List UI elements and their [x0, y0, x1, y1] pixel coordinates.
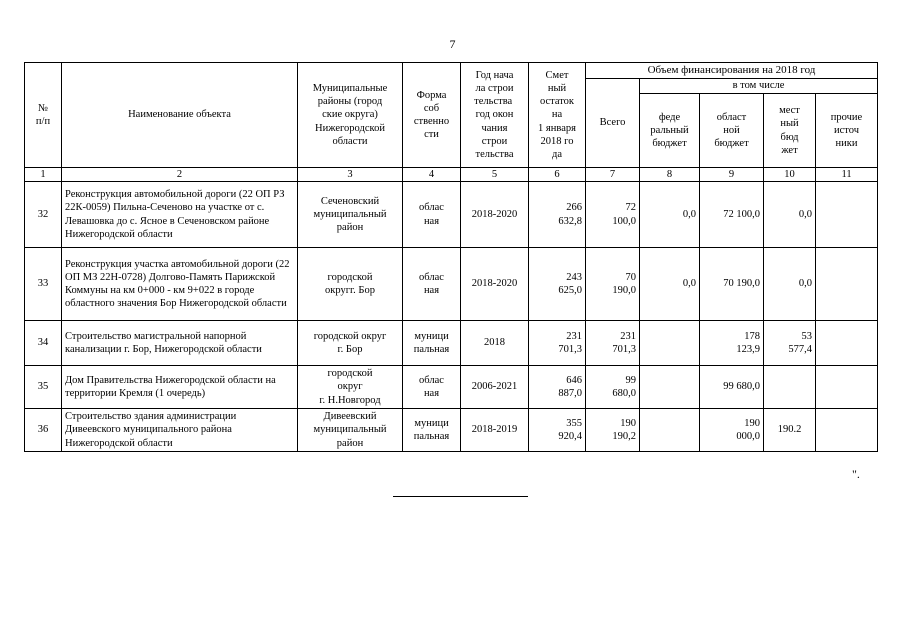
row-name: Дом Правительства Нижегородской области на территории Кремля (1 очередь) — [62, 366, 298, 409]
row-federal: 0,0 — [640, 248, 700, 321]
row-ownership: облас ная — [403, 248, 461, 321]
page-number: 7 — [449, 37, 456, 51]
row-local: 0,0 — [764, 248, 816, 321]
table-row — [25, 182, 878, 248]
row-other — [816, 366, 878, 409]
header-including: в том числе — [640, 79, 878, 94]
row-balance: 266 632,8 — [529, 182, 586, 248]
row-balance: 355 920,4 — [529, 409, 586, 452]
col-number: 9 — [700, 168, 764, 182]
col-number: 10 — [764, 168, 816, 182]
row-district: городской округ г. Н.Новгород — [298, 366, 403, 409]
row-total: 99 680,0 — [586, 366, 640, 409]
header-regional: област ной бюджет — [700, 94, 764, 168]
col-number: 7 — [586, 168, 640, 182]
row-ownership: облас ная — [403, 366, 461, 409]
row-years: 2018-2020 — [461, 182, 529, 248]
financing-table — [24, 62, 878, 452]
row-num: 36 — [25, 409, 62, 452]
header-name: Наименование объекта — [62, 63, 298, 168]
row-ownership: облас ная — [403, 182, 461, 248]
row-local: 0,0 — [764, 182, 816, 248]
row-federal: 0,0 — [640, 182, 700, 248]
header-num: № п/п — [25, 63, 62, 168]
col-number: 11 — [816, 168, 878, 182]
row-balance: 243 625,0 — [529, 248, 586, 321]
row-other — [816, 321, 878, 366]
row-num: 33 — [25, 248, 62, 321]
row-federal — [640, 409, 700, 452]
row-district: Дивеевский муниципальный район — [298, 409, 403, 452]
col-number: 8 — [640, 168, 700, 182]
header-federal: феде ральный бюджет — [640, 94, 700, 168]
row-years: 2018 — [461, 321, 529, 366]
row-regional: 70 190,0 — [700, 248, 764, 321]
row-local: 190.2 — [764, 409, 816, 452]
row-name: Реконструкция автомобильной дороги (22 ОП РЗ 22К-0059) Пильна-Сеченово на участке от с. Левашовка до с. Ясное в Сеченовском районе Нижегородской области — [62, 182, 298, 248]
row-total: 190 190,2 — [586, 409, 640, 452]
row-regional: 99 680,0 — [700, 366, 764, 409]
row-ownership: муници пальная — [403, 321, 461, 366]
row-total: 70 190,0 — [586, 248, 640, 321]
header-local: мест ный бюд жет — [764, 94, 816, 168]
column-numbers-row — [25, 168, 878, 182]
row-regional: 190 000,0 — [700, 409, 764, 452]
row-district: Сеченовский муниципальный район — [298, 182, 403, 248]
row-local: 53 577,4 — [764, 321, 816, 366]
row-regional: 72 100,0 — [700, 182, 764, 248]
header-balance: Смет ный остаток на 1 января 2018 го да — [529, 63, 586, 168]
header-total: Всего — [586, 79, 640, 168]
row-num: 34 — [25, 321, 62, 366]
row-years: 2006-2021 — [461, 366, 529, 409]
row-regional: 178 123,9 — [700, 321, 764, 366]
col-number: 3 — [298, 168, 403, 182]
table-row — [25, 409, 878, 452]
col-number: 6 — [529, 168, 586, 182]
col-number: 5 — [461, 168, 529, 182]
divider-line — [393, 496, 528, 497]
row-ownership: муници пальная — [403, 409, 461, 452]
row-total: 231 701,3 — [586, 321, 640, 366]
row-district: городской округг. Бор — [298, 248, 403, 321]
row-federal — [640, 321, 700, 366]
row-federal — [640, 366, 700, 409]
row-balance: 231 701,3 — [529, 321, 586, 366]
row-other — [816, 409, 878, 452]
col-number: 2 — [62, 168, 298, 182]
header-years: Год нача ла строи тельства год окон чания строи тельства — [461, 63, 529, 168]
header-districts: Муниципальные районы (город ские округа) Нижегородской области — [298, 63, 403, 168]
row-name: Реконструкция участка автомобильной дороги (22 ОП МЗ 22Н-0728) Долгово-Память Парижской Коммуны на км 0+000 - км 9+022 в городе областного значения Бор Нижегородской области — [62, 248, 298, 321]
table-row — [25, 366, 878, 409]
header-ownership: Форма соб ственно сти — [403, 63, 461, 168]
header-funding: Объем финансирования на 2018 год — [586, 63, 878, 79]
col-number: 4 — [403, 168, 461, 182]
row-balance: 646 887,0 — [529, 366, 586, 409]
row-district: городской округ г. Бор — [298, 321, 403, 366]
row-num: 35 — [25, 366, 62, 409]
row-num: 32 — [25, 182, 62, 248]
header-other: прочие источ ники — [816, 94, 878, 168]
row-name: Строительство здания администрации Дивеевского муниципального района Нижегородской области — [62, 409, 298, 452]
col-number: 1 — [25, 168, 62, 182]
closing-quote-mark: ". — [852, 467, 860, 481]
row-local — [764, 366, 816, 409]
row-years: 2018-2020 — [461, 248, 529, 321]
row-other — [816, 248, 878, 321]
row-name: Строительство магистральной напорной канализации г. Бор, Нижегородской области — [62, 321, 298, 366]
row-total: 72 100,0 — [586, 182, 640, 248]
table-row — [25, 248, 878, 321]
row-other — [816, 182, 878, 248]
row-years: 2018-2019 — [461, 409, 529, 452]
table-row — [25, 321, 878, 366]
